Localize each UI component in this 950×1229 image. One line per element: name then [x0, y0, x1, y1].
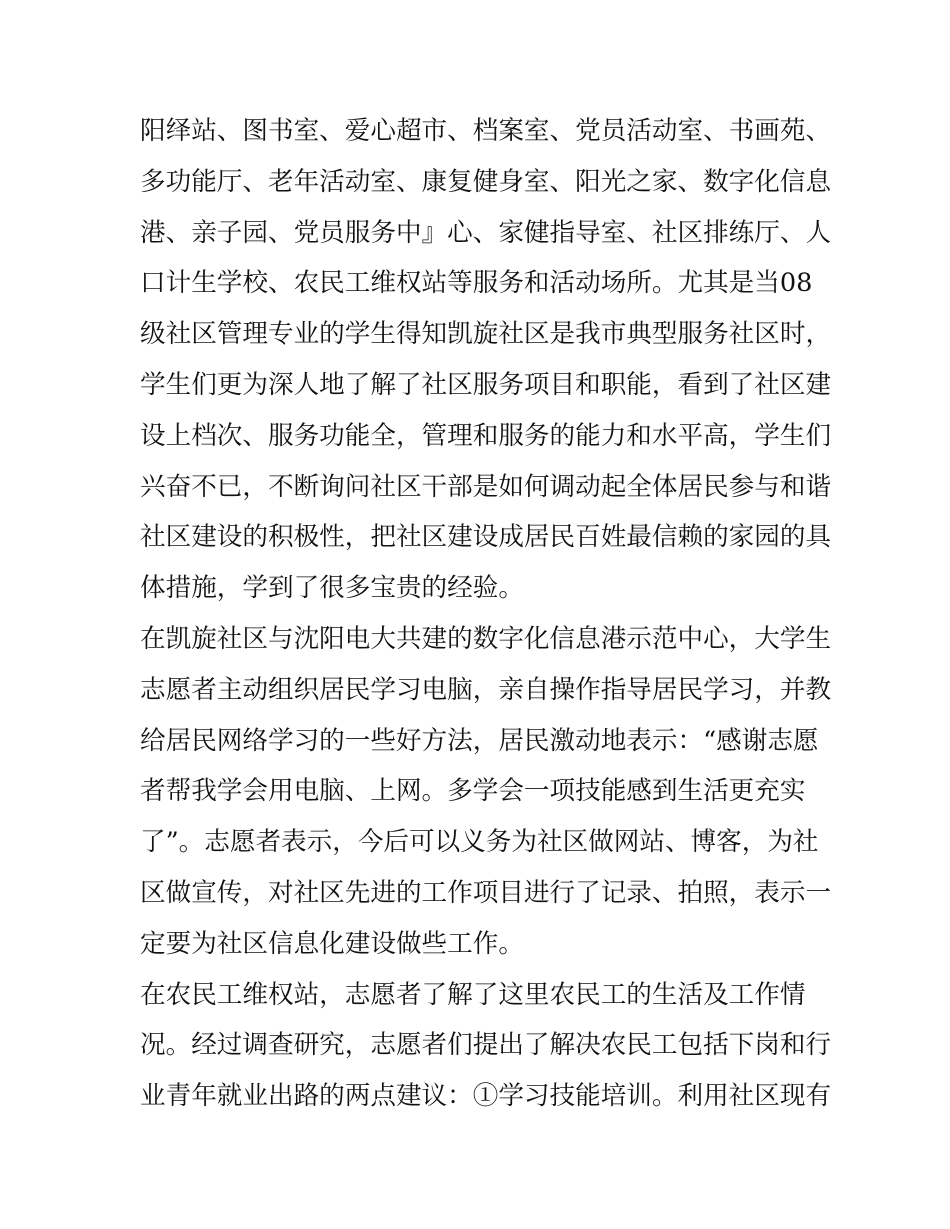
- text-line: 阳绎站、图书室、爱心超市、档案室、党员活动室、书画苑、: [140, 116, 832, 146]
- paragraph-facilities: [140, 106, 832, 614]
- text-line: 在凯旋社区与沈阳电大共建的数字化信息港示范中心，大学生: [140, 623, 832, 654]
- paragraph-worker-rights: [140, 970, 832, 1122]
- text-line: 港、亲子园、党员服务中』心、家健指导室、社区排练厅、人: [140, 217, 832, 248]
- text-line: 业青年就业出路的两点建议：①学习技能培训。利用社区现有: [140, 1081, 832, 1112]
- text-line: 在农民工维权站，志愿者了解了这里农民工的生活及工作情: [140, 979, 806, 1010]
- text-line: 兴奋不已，不断询问社区干部是如何调动起全体居民参与和谐: [140, 471, 832, 502]
- document-body: [140, 106, 832, 1122]
- text-line: 级社区管理专业的学生得知凯旋社区是我市典型服务社区时，: [140, 319, 832, 350]
- text-line: 者帮我学会用电脑、上网。多学会一项技能感到生活更充实: [140, 776, 806, 807]
- text-line: 定要为社区信息化建设做些工作。: [140, 928, 524, 959]
- text-line: 志愿者主动组织居民学习电脑，亲自操作指导居民学习，并教: [140, 674, 832, 705]
- text-line: 设上档次、服务功能全，管理和服务的能力和水平高，学生们: [140, 420, 832, 451]
- text-line: 区做宣传，对社区先进的工作项目进行了记录、拍照，表示一: [140, 877, 832, 908]
- text-line: 体措施，学到了很多宝贵的经验。: [140, 573, 524, 604]
- text-line: 学生们更为深人地了解了社区服务项目和职能，看到了社区建: [140, 369, 832, 400]
- text-line: 口计生学校、农民工维权站等服务和活动场所。尤其是当08: [140, 268, 813, 299]
- text-line: 多功能厅、老年活动室、康复健身室、阳光之家、数字化信息: [140, 166, 832, 197]
- paragraph-digital-hub: [140, 614, 832, 970]
- text-line: 社区建设的积极性，把社区建设成居民百姓最信赖的家园的具: [140, 522, 832, 553]
- text-line: 了”。志愿者表示，今后可以义务为社区做网站、博客，为社: [140, 827, 819, 858]
- text-line: 给居民网络学习的一些好方法，居民激动地表示：“感谢志愿: [140, 725, 819, 756]
- text-line: 况。经过调查研究，志愿者们提出了解决农民工包括下岗和行: [140, 1030, 832, 1061]
